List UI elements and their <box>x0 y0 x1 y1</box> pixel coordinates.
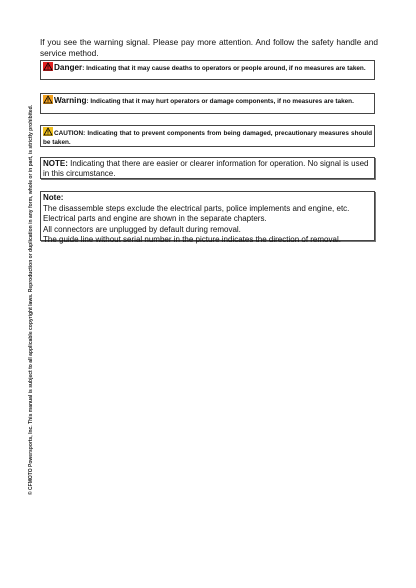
danger-triangle-icon <box>43 62 53 71</box>
note-disassembly-box <box>40 191 375 244</box>
note-line-1: The disassemble steps exclude the electrical parts, police implements and engine, etc. <box>43 203 350 213</box>
caution-text: : Indicating that to prevent components from being damaged, precautionary measures should be taken. <box>43 130 372 146</box>
caution-label: CAUTION <box>54 130 84 137</box>
note-line-4: The guide line without serial number in the picture indicates the direction of removal. <box>43 235 341 244</box>
danger-box <box>40 60 375 80</box>
warning-line <box>43 95 372 107</box>
note-line-2: Electrical parts and engine are shown in the separate chapters. <box>43 214 267 223</box>
caution-triangle-icon <box>43 127 53 136</box>
warning-box <box>40 93 375 114</box>
note-text: Indicating that there are easier or clearer information for operation. No signal is used in this circumstance. <box>43 159 369 178</box>
warning-triangle-icon <box>43 95 53 104</box>
caution-line <box>43 127 372 148</box>
note-line <box>43 159 372 179</box>
danger-line <box>43 62 372 74</box>
danger-label: Danger <box>54 63 83 72</box>
copyright-text: © CFMOTO Powersports, Inc. This manual is subject to all applicable copyright laws. Reproduction or duplication in any form, whole or in part, is strictly prohibited. <box>28 104 34 496</box>
note-line-3: All connectors are unplugged by default during removal. <box>43 224 241 234</box>
note-label: NOTE: <box>43 159 68 168</box>
intro-paragraph: If you see the warning signal. Please pay more attention. And follow the safety handle and service method. <box>40 37 378 58</box>
note-box <box>40 157 375 179</box>
danger-text: : Indicating that it may cause deaths to operators or people around, if no measures are taken. <box>82 65 366 72</box>
caution-box <box>40 125 375 147</box>
note-title: Note: <box>43 193 64 202</box>
copyright-sidebar <box>25 80 37 520</box>
warning-text: : Indicating that it may hurt operators or damage components, if no measures are taken. <box>86 98 354 105</box>
warning-label: Warning <box>54 96 87 105</box>
